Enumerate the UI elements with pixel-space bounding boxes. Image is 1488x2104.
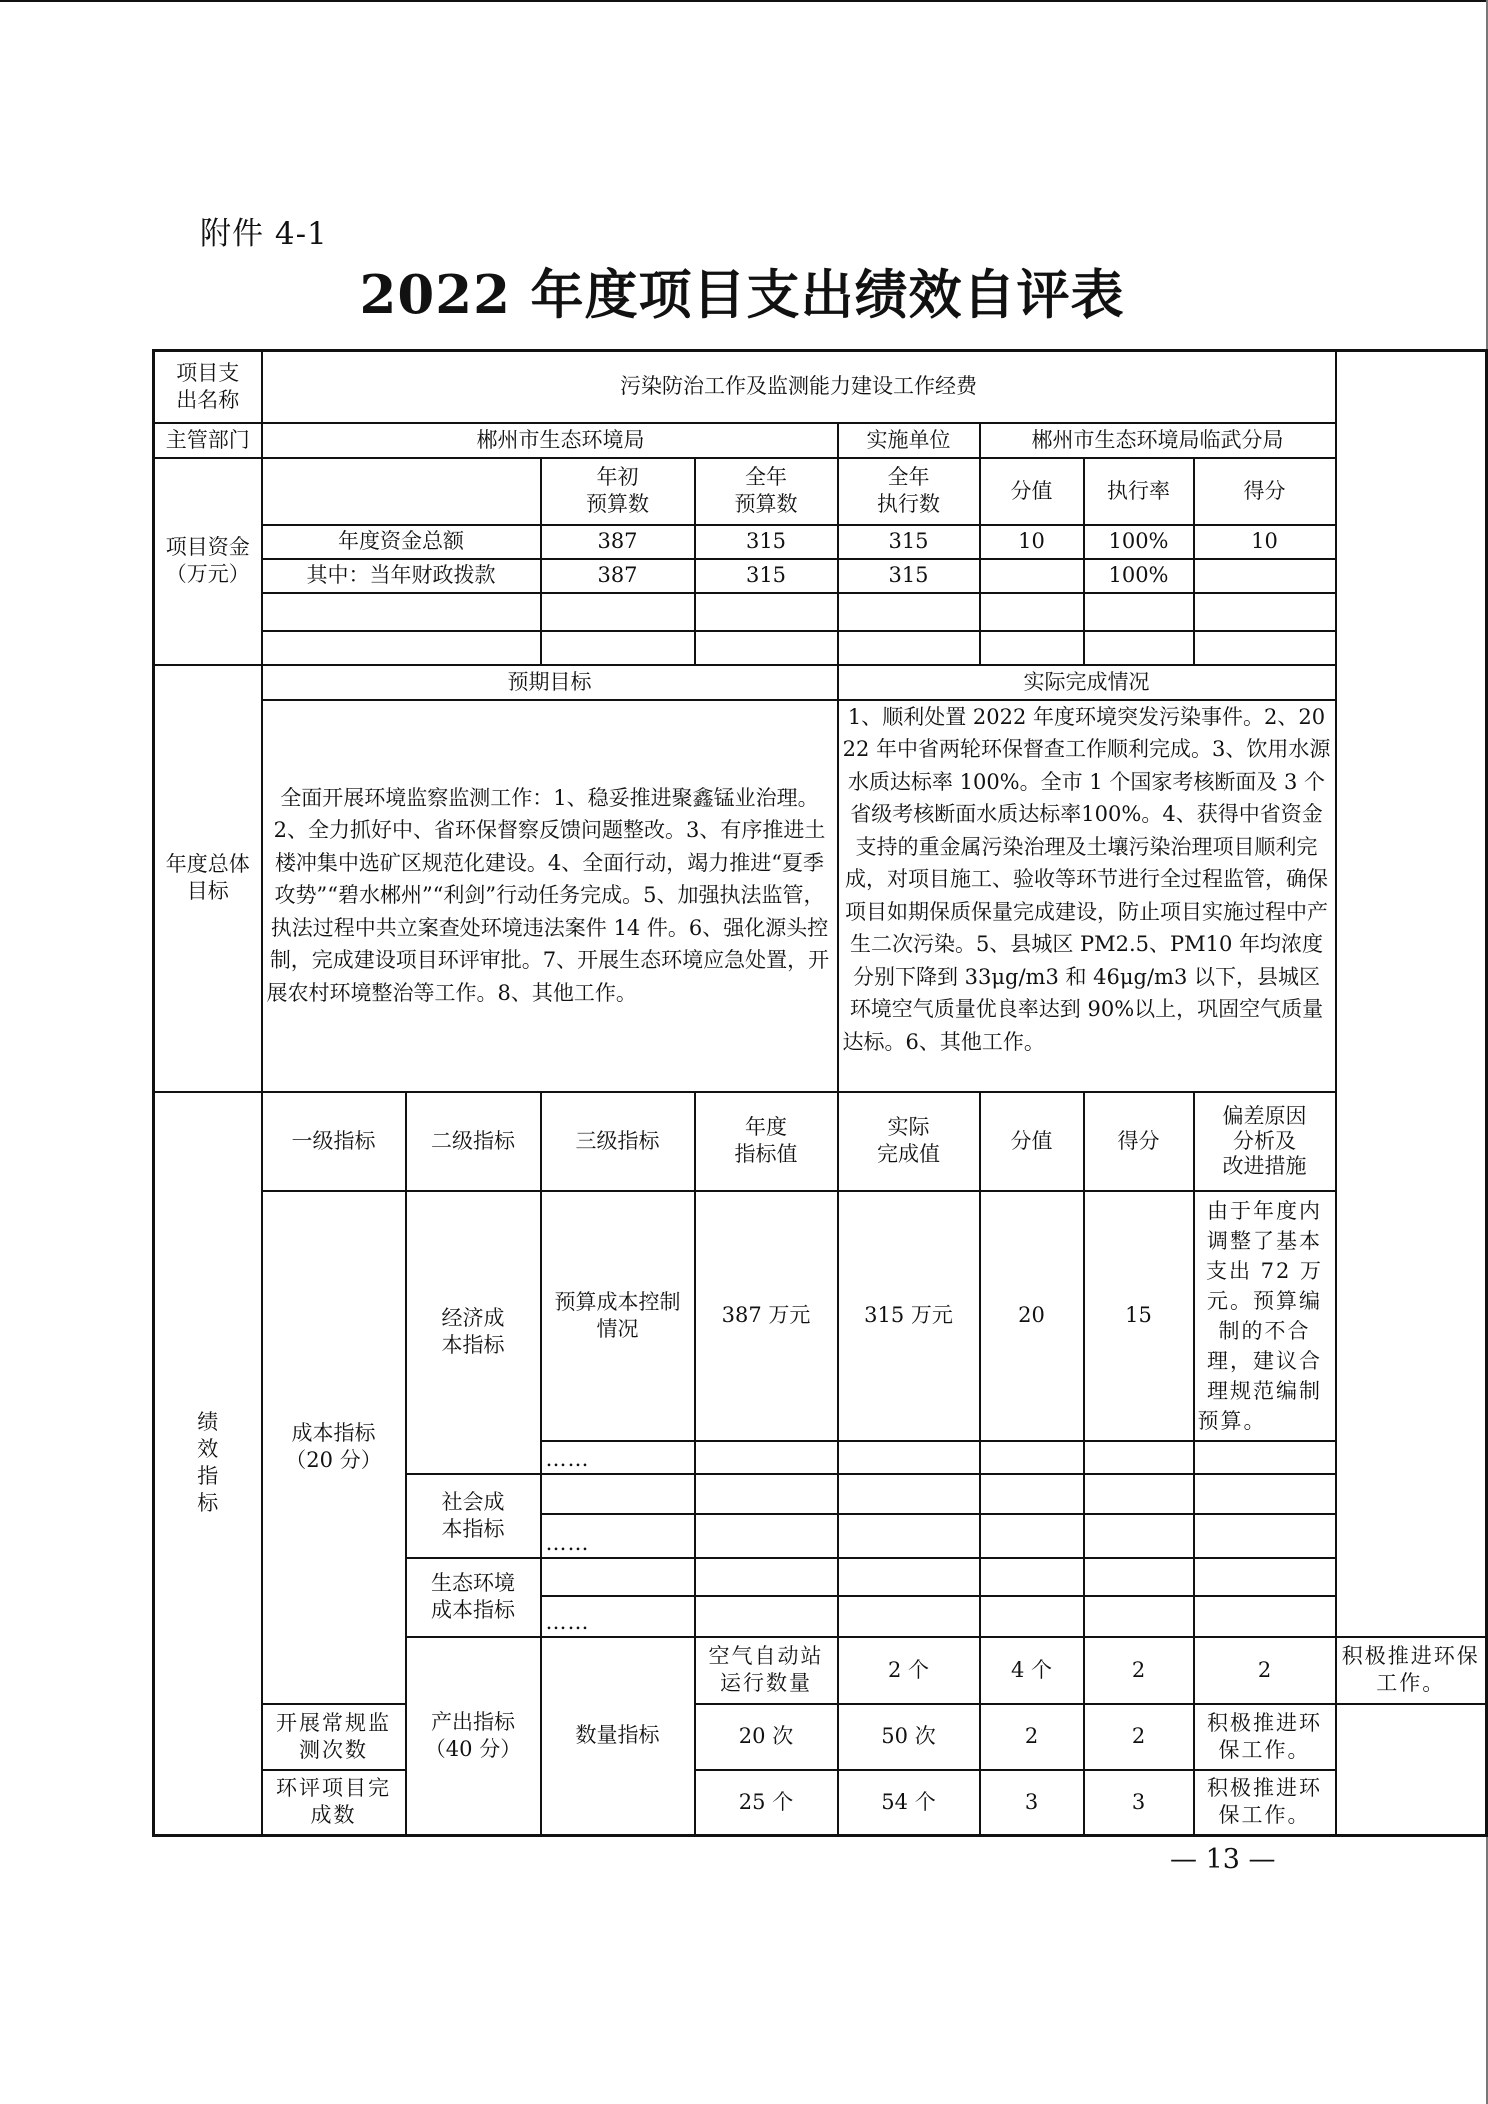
- funds-row-rate: 100%: [1084, 559, 1194, 593]
- dept-value: 郴州市生态环境局: [262, 423, 838, 458]
- funds-row-score: [1194, 559, 1336, 593]
- header-weight: 分值: [980, 458, 1084, 525]
- funds-row-annual: 315: [695, 525, 838, 559]
- eco-env-cost-label: 生态环境 成本指标: [406, 1558, 541, 1637]
- dept-label: 主管部门: [154, 423, 262, 458]
- header-ind-weight: 分值: [980, 1092, 1084, 1191]
- header-score: 得分: [1194, 458, 1336, 525]
- social-cost-label: 社会成 本指标: [406, 1474, 541, 1558]
- goals-label: 年度总体 目标: [154, 665, 262, 1092]
- actual-completion-header: 实际完成情况: [838, 665, 1336, 700]
- output-score: 3: [1084, 1770, 1194, 1836]
- output-item: 空气自动站运行数量: [695, 1637, 838, 1704]
- output-deviation: 积极推进环保工作。: [1194, 1704, 1336, 1770]
- funds-label: 项目资金 （万元）: [154, 458, 262, 665]
- indicators-header-row: [154, 1092, 1487, 1191]
- header-annual-budget: 全年 预算数: [695, 458, 838, 525]
- ellipsis: ……: [541, 1514, 695, 1558]
- header-level2: 二级指标: [406, 1092, 541, 1191]
- cost-indicator-label: 成本指标 （20 分）: [262, 1191, 406, 1704]
- funds-blank-row: [154, 631, 1487, 665]
- page-top-border: [0, 0, 1488, 2]
- header-level3: 三级指标: [541, 1092, 695, 1191]
- department-row: [154, 423, 1487, 458]
- header-rate: 执行率: [1084, 458, 1194, 525]
- header-annual-exec: 全年 执行数: [838, 458, 980, 525]
- impl-unit-value: 郴州市生态环境局临武分局: [980, 423, 1336, 458]
- funds-row: [154, 559, 1487, 593]
- quantity-indicator-label: 数量指标: [541, 1637, 695, 1836]
- header-initial-budget: 年初 预算数: [541, 458, 695, 525]
- budget-cost-item: 预算成本控制情况: [541, 1191, 695, 1441]
- output-actual: 50 次: [838, 1704, 980, 1770]
- output-actual: 4 个: [980, 1637, 1084, 1704]
- output-indicator-label: 产出指标 （40 分）: [406, 1637, 541, 1836]
- header-annual-target: 年度 指标值: [695, 1092, 838, 1191]
- project-name-row: [154, 351, 1487, 423]
- expected-goals-text: 全面开展环境监察监测工作：1、稳妥推进聚鑫锰业治理。2、全力抓好中、省环保督察反馈问题整改。3、有序推进土楼冲集中选矿区规范化建设。4、全面行动，竭力推进“夏季攻势”“碧水郴州”“利剑”行动任务完成。5、加强执法监管，执法过程中共立案查处环境违法案件 14 件。6、强化源头控制，完成建设项目环评审批。7、开展生态环境应急处置，开展农村环境整治等工作。8、其他工作。: [262, 700, 838, 1092]
- output-actual: 54 个: [838, 1770, 980, 1836]
- funds-row: [154, 525, 1487, 559]
- funds-row-initial: 387: [541, 559, 695, 593]
- performance-indicators-label: 绩 效 指 标: [154, 1092, 262, 1836]
- output-target: 20 次: [695, 1704, 838, 1770]
- funds-row-initial: 387: [541, 525, 695, 559]
- funds-header-row: [154, 458, 1487, 525]
- goals-content-row: [154, 700, 1487, 1092]
- budget-cost-deviation: 由于年度内调整了基本支出 72 万元。预算编制的不合理，建议合理规范编制预算。: [1194, 1191, 1336, 1441]
- output-weight: 2: [980, 1704, 1084, 1770]
- funds-row-score: 10: [1194, 525, 1336, 559]
- indicator-row: [154, 1770, 1487, 1836]
- header-deviation: 偏差原因 分析及 改进措施: [1194, 1092, 1336, 1191]
- budget-cost-score: 15: [1084, 1191, 1194, 1441]
- funds-row-name: 年度资金总额: [262, 525, 541, 559]
- funds-blank-row: [154, 593, 1487, 631]
- funds-header-blank: [262, 458, 541, 525]
- ellipsis: ……: [541, 1441, 695, 1474]
- indicator-row: [154, 1191, 1487, 1441]
- page-title-text: 2022 年度项目支出绩效自评表: [359, 264, 1125, 326]
- header-level1: 一级指标: [262, 1092, 406, 1191]
- output-target: 2 个: [838, 1637, 980, 1704]
- self-evaluation-table: [152, 349, 1488, 1837]
- ellipsis: ……: [541, 1596, 695, 1637]
- funds-row-weight: [980, 559, 1084, 593]
- actual-completion-text: 1、顺利处置 2022 年度环境突发污染事件。2、2022 年中省两轮环保督查工作顺利完成。3、饮用水源水质达标率 100%。全市 1 个国家考核断面及 3 个省级考核断面水质达标率100%。4、获得中省资金支持的重金属污染治理及土壤污染治理项目顺利完成，对项目施工、验收等环节进行全过程监管，确保项目如期保质保量完成建设，防止项目实施过程中产生二次污染。5、县城区 PM2.5、PM10 年均浓度分别下降到 33μg/m3 和 46μg/m3 以下，县城区环境空气质量优良率达到 90%以上，巩固空气质量达标。6、其他工作。: [838, 700, 1336, 1092]
- output-weight: 2: [1084, 1637, 1194, 1704]
- funds-row-name: 其中：当年财政拨款: [262, 559, 541, 593]
- impl-unit-label: 实施单位: [838, 423, 980, 458]
- output-item: 开展常规监测次数: [262, 1704, 406, 1770]
- output-item: 环评项目完成数: [262, 1770, 406, 1836]
- funds-row-rate: 100%: [1084, 525, 1194, 559]
- header-ind-score: 得分: [1084, 1092, 1194, 1191]
- funds-row-weight: 10: [980, 525, 1084, 559]
- page-title: [0, 262, 1488, 328]
- page-number: — 13 —: [1170, 1844, 1276, 1875]
- economic-cost-label: 经济成 本指标: [406, 1191, 541, 1474]
- expected-goals-header: 预期目标: [262, 665, 838, 700]
- output-target: 25 个: [695, 1770, 838, 1836]
- budget-cost-target: 387 万元: [695, 1191, 838, 1441]
- output-weight: 3: [980, 1770, 1084, 1836]
- goals-header-row: [154, 665, 1487, 700]
- budget-cost-actual: 315 万元: [838, 1191, 980, 1441]
- output-deviation: 积极推进环保工作。: [1336, 1637, 1487, 1704]
- project-name-label: 项目支 出名称: [154, 351, 262, 423]
- header-actual-value: 实际 完成值: [838, 1092, 980, 1191]
- output-score: 2: [1194, 1637, 1336, 1704]
- output-score: 2: [1084, 1704, 1194, 1770]
- attachment-label: 附件 4-1: [200, 216, 328, 252]
- funds-row-exec: 315: [838, 525, 980, 559]
- project-name-value: 污染防治工作及监测能力建设工作经费: [262, 351, 1336, 423]
- output-deviation: 积极推进环保工作。: [1194, 1770, 1336, 1836]
- funds-row-exec: 315: [838, 559, 980, 593]
- funds-row-annual: 315: [695, 559, 838, 593]
- indicator-row: [154, 1704, 1487, 1770]
- budget-cost-weight: 20: [980, 1191, 1084, 1441]
